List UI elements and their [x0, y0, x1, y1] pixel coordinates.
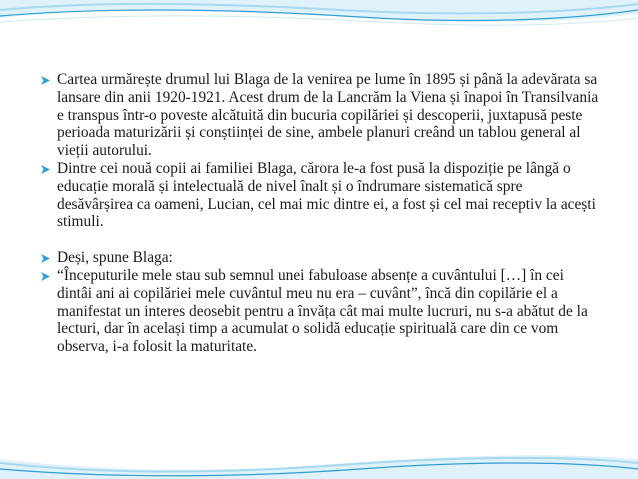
slide-body	[40, 71, 600, 356]
bullet-item	[40, 71, 600, 160]
bullet-text: Dintre cei nouă copii ai familiei Blaga, cărora le-a fost pusă la dispoziție pe lângă o educație morală și intelectuală de nivel înalt și o îndrumare sistematică spre desăvârșirea ca oameni, Lucian, cel mai mic dintre ei, a fost și cel mai receptiv la acești stimuli.	[57, 159, 596, 231]
bullet-item	[40, 249, 600, 267]
arrow-bullet-icon	[40, 164, 51, 175]
spacer	[40, 231, 600, 249]
bullet-text: “Începuturile mele stau sub semnul unei fabuloase absențe a cuvântului […] în cei dintâi ani ai copilăriei mele cuvântul meu nu era – cuvânt”, încă din copilărie el a manifestat un interes deosebit pentru a învăța cât mai multe lucruri, nu s-a abătut de la lecturi, dar în același timp a acumulat o solidă educație spirituală care din ce vom observa, i-a folosit la maturitate.	[57, 266, 588, 356]
bullet-text: Deși, spune Blaga:	[57, 249, 173, 267]
bottom-wave-decoration	[0, 429, 638, 479]
bullet-item	[40, 160, 600, 231]
bullet-item	[40, 267, 600, 356]
bullet-text: Cartea urmărește drumul lui Blaga de la venirea pe lume în 1895 și până la adevărata sa lansare din anii 1920-1921. Acest drum de la Lancrăm la Viena și înapoi în Transilvania e transpus într-o poveste alcătuită din bucuria copilăriei și descoperii, juxtapusă peste perioada maturizării și conștiinței de sine, ambele planuri creând un tablou general al vieții autorului.	[57, 71, 599, 160]
arrow-bullet-icon	[40, 75, 51, 86]
top-wave-decoration	[0, 0, 638, 60]
arrow-bullet-icon	[40, 271, 51, 282]
arrow-bullet-icon	[40, 253, 51, 264]
